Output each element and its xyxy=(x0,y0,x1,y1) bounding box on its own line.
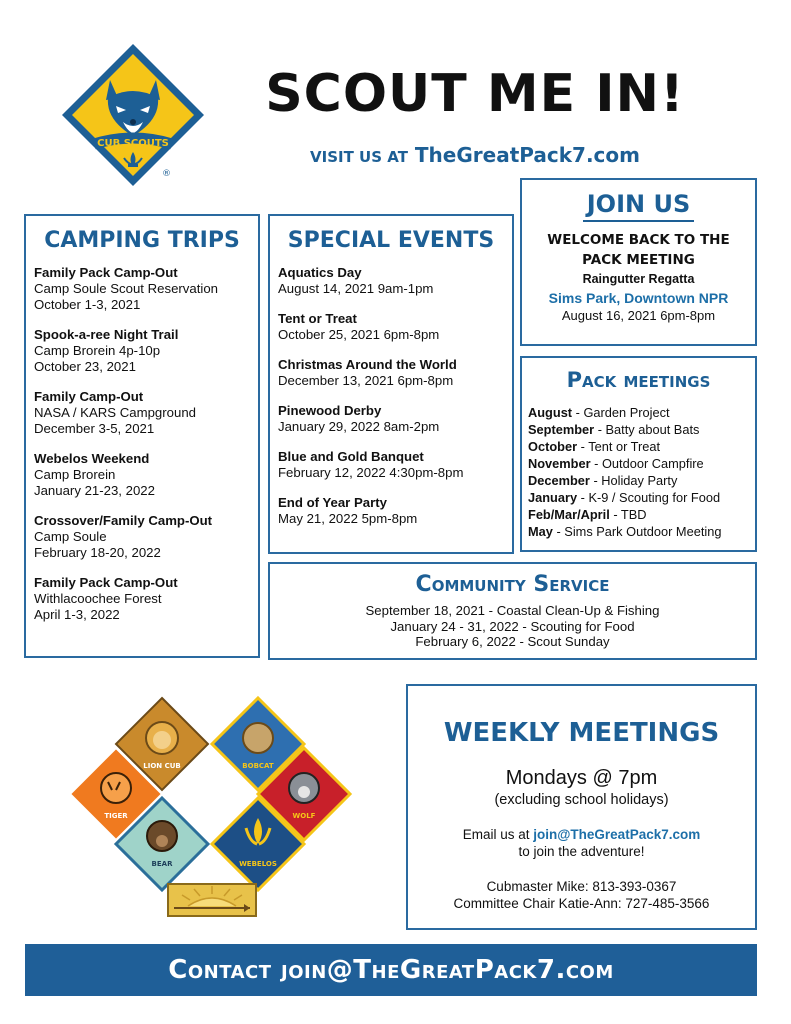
pack-meeting-topic: - Tent or Treat xyxy=(577,439,661,454)
community-service-item: February 6, 2022 - Scout Sunday xyxy=(415,634,610,649)
pack-meeting-item xyxy=(528,438,755,455)
pack-meetings-title xyxy=(522,368,755,392)
community-service-list xyxy=(270,603,755,650)
special-item xyxy=(278,357,508,389)
join-subtitle: Raingutter Regatta xyxy=(582,272,695,286)
pack-meeting-item xyxy=(528,421,755,438)
pack-meeting-item xyxy=(528,506,755,523)
camping-item xyxy=(34,327,254,375)
camping-item-detail: Camp Soule Scout Reservation xyxy=(34,281,218,296)
join-location: Sims Park, Downtown NPR xyxy=(548,290,729,306)
camping-trips-title: CAMPING TRIPS xyxy=(44,228,240,253)
camping-item-detail: January 21-23, 2022 xyxy=(34,483,155,498)
special-item-detail: May 21, 2022 5pm-8pm xyxy=(278,511,418,526)
pack-meeting-month: May xyxy=(528,524,553,539)
special-item-detail: February 12, 2022 4:30pm-8pm xyxy=(278,465,464,480)
join-us-title: JOIN US xyxy=(583,190,694,222)
camping-item-name: Family Pack Camp-Out xyxy=(34,265,178,280)
welcome-heading xyxy=(522,230,755,270)
bobcat-label: BOBCAT xyxy=(242,762,274,770)
camping-item xyxy=(34,451,254,499)
camping-item-name: Family Camp-Out xyxy=(34,389,144,404)
arrow-of-light-icon xyxy=(168,884,256,916)
special-item-name: End of Year Party xyxy=(278,495,387,510)
weekly-time: Mondays @ 7pm xyxy=(505,767,658,789)
email-suffix: to join the adventure! xyxy=(518,844,645,859)
weekly-email-block xyxy=(408,826,755,860)
weekly-contacts xyxy=(408,878,755,912)
camping-item-detail: October 23, 2021 xyxy=(34,359,136,374)
weekly-meetings-title: WEEKLY MEETINGS xyxy=(443,718,720,748)
special-item-name: Christmas Around the World xyxy=(278,357,457,372)
special-item-name: Tent or Treat xyxy=(278,311,357,326)
rank-badges-graphic xyxy=(62,694,362,920)
camping-item-detail: Camp Soule xyxy=(34,529,107,544)
tiger-label: TIGER xyxy=(104,812,128,820)
camping-item-name: Spook-a-ree Night Trail xyxy=(34,327,179,342)
welcome-line-1: WELCOME BACK TO THE xyxy=(547,232,730,248)
pack-meeting-item xyxy=(528,404,755,421)
pack-meeting-month: November xyxy=(528,456,591,471)
camping-item-detail: April 1-3, 2022 xyxy=(34,607,120,622)
join-us-panel xyxy=(520,178,757,346)
pack-meeting-month: Feb/Mar/April xyxy=(528,507,610,522)
camping-trips-list xyxy=(26,265,258,623)
camping-item-detail: Withlacoochee Forest xyxy=(34,591,162,606)
registered-icon: ® xyxy=(162,169,171,179)
community-service-title xyxy=(270,572,755,597)
camping-item-name: Crossover/Family Camp-Out xyxy=(34,513,213,528)
webelos-label: WEBELOS xyxy=(239,860,277,868)
pack-meetings-panel xyxy=(520,356,757,552)
join-date: August 16, 2021 6pm-8pm xyxy=(561,308,716,323)
email-link[interactable]: join@TheGreatPack7.com xyxy=(533,827,701,842)
visit-prefix: VISIT US AT xyxy=(310,148,408,166)
special-item-detail: October 25, 2021 6pm-8pm xyxy=(278,327,440,342)
special-item-detail: January 29, 2022 8am-2pm xyxy=(278,419,440,434)
wolf-label: WOLF xyxy=(292,812,316,820)
community-service-panel xyxy=(268,562,757,660)
special-item-name: Blue and Gold Banquet xyxy=(278,449,424,464)
pack-meeting-topic: - K-9 / Scouting for Food xyxy=(577,490,721,505)
page-title: SCOUT ME IN! xyxy=(265,64,685,124)
welcome-line-2: PACK MEETING xyxy=(582,252,695,268)
bear-label: BEAR xyxy=(151,860,173,868)
weekly-meetings-panel xyxy=(406,684,757,930)
pack-meeting-topic: - Garden Project xyxy=(572,405,670,420)
special-item-name: Aquatics Day xyxy=(278,265,362,280)
pack-meeting-topic: - Sims Park Outdoor Meeting xyxy=(552,524,722,539)
pack-meeting-month: September xyxy=(528,422,595,437)
special-item xyxy=(278,403,508,435)
pack-meeting-month: October xyxy=(528,439,578,454)
contact-footer-banner xyxy=(25,944,757,996)
community-service-title-text: Community Service xyxy=(415,572,610,597)
camping-item-detail: Camp Brorein xyxy=(34,467,116,482)
camping-item xyxy=(34,513,254,561)
camping-trips-panel xyxy=(24,214,260,658)
pack-meeting-month: August xyxy=(528,405,573,420)
pack-meeting-item xyxy=(528,455,755,472)
pack-meetings-list xyxy=(522,404,755,540)
pack-meeting-topic: - Holiday Party xyxy=(589,473,678,488)
camping-item-detail: October 1-3, 2021 xyxy=(34,297,141,312)
community-service-item: January 24 - 31, 2022 - Scouting for Food xyxy=(390,618,635,634)
pack-meeting-month: January xyxy=(528,490,578,505)
pack-meeting-month: December xyxy=(528,473,590,488)
special-events-list xyxy=(270,265,512,527)
pack-meeting-item xyxy=(528,472,755,489)
camping-item-detail: December 3-5, 2021 xyxy=(34,421,155,436)
logo-text: CUB SCOUTS xyxy=(97,138,169,149)
camping-item-detail: February 18-20, 2022 xyxy=(34,545,161,560)
camping-item-name: Webelos Weekend xyxy=(34,451,150,466)
weekly-exclusion: (excluding school holidays) xyxy=(494,792,669,808)
special-item xyxy=(278,495,508,527)
pack-meeting-item xyxy=(528,523,755,540)
cubmaster-contact: Cubmaster Mike: 813-393-0367 xyxy=(486,879,677,894)
community-service-item: September 18, 2021 - Coastal Clean-Up & Fishing xyxy=(365,603,660,618)
special-item xyxy=(278,265,508,297)
committee-chair-contact: Committee Chair Katie-Ann: 727-485-3566 xyxy=(453,896,710,911)
footer-contact-text[interactable]: Contact join@TheGreatPack7.com xyxy=(168,955,614,985)
email-prefix: Email us at xyxy=(462,827,534,842)
special-item xyxy=(278,311,508,343)
cub-scouts-logo xyxy=(58,40,208,190)
camping-item-detail: NASA / KARS Campground xyxy=(34,405,196,420)
lion-label: LION CUB xyxy=(143,762,181,770)
special-events-panel xyxy=(268,214,514,554)
visit-line xyxy=(240,142,710,170)
special-item xyxy=(278,449,508,481)
visit-site-link[interactable]: TheGreatPack7.com xyxy=(414,143,640,167)
camping-item-detail: Camp Brorein 4p-10p xyxy=(34,343,161,358)
pack-meeting-topic: - Batty about Bats xyxy=(594,422,700,437)
pack-meeting-topic: - TBD xyxy=(609,507,647,522)
pack-meeting-item xyxy=(528,489,755,506)
camping-item-name: Family Pack Camp-Out xyxy=(34,575,178,590)
special-events-title: SPECIAL EVENTS xyxy=(287,228,495,253)
special-item-detail: December 13, 2021 6pm-8pm xyxy=(278,373,454,388)
camping-item xyxy=(34,265,254,313)
special-item-detail: August 14, 2021 9am-1pm xyxy=(278,281,434,296)
camping-item xyxy=(34,389,254,437)
special-item-name: Pinewood Derby xyxy=(278,403,382,418)
pack-meetings-title-text: Pack meetings xyxy=(566,368,711,392)
pack-meeting-topic: - Outdoor Campfire xyxy=(590,456,704,471)
camping-item xyxy=(34,575,254,623)
